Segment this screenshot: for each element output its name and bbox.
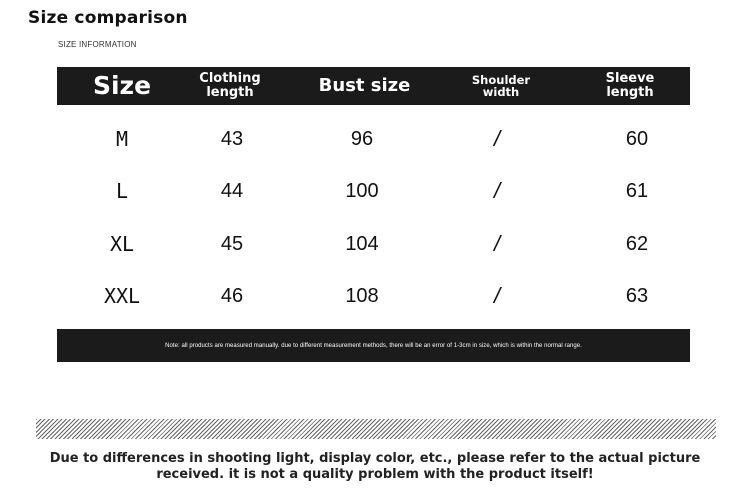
cell-sleeve-length: 60 <box>625 127 649 150</box>
table-row <box>57 165 690 217</box>
cell-clothing-length: 46 <box>220 284 244 307</box>
header-sleeve-length-line1: Sleeve <box>605 71 655 87</box>
table-row <box>57 218 690 270</box>
cell-bust-size: 96 <box>350 127 374 150</box>
table-row <box>57 270 690 322</box>
hatched-divider <box>36 419 716 439</box>
header-clothing-length <box>189 67 271 105</box>
header-clothing-length-line2: length <box>206 85 254 100</box>
size-table-header <box>57 67 690 105</box>
measurement-note: Note: all products are measured manually. due to different measurement methods, there will be an error of 1-3cm in size, which is within the normal range. <box>165 342 582 349</box>
page-subtitle: SIZE INFORMATION <box>58 40 137 49</box>
cell-shoulder-width: / <box>493 231 501 256</box>
header-sleeve-length-line2: length <box>606 85 654 100</box>
cell-bust-size: 104 <box>345 232 379 255</box>
cell-clothing-length: 44 <box>220 179 244 202</box>
cell-shoulder-width: / <box>493 178 501 203</box>
cell-size: M <box>115 127 129 151</box>
cell-sleeve-length: 61 <box>625 179 649 202</box>
cell-size: XXL <box>103 284 141 308</box>
disclaimer-line-2: received. it is not a quality problem with the product itself! <box>156 467 594 482</box>
size-table-body <box>57 105 690 327</box>
disclaimer-footer <box>10 451 740 483</box>
cell-size: XL <box>109 232 135 256</box>
cell-bust-size: 108 <box>345 284 379 307</box>
header-sleeve-length <box>590 67 670 105</box>
table-row <box>57 113 690 165</box>
measurement-note-bar <box>57 329 690 362</box>
cell-shoulder-width: / <box>493 126 501 151</box>
cell-size: L <box>115 179 129 203</box>
cell-shoulder-width: / <box>493 283 501 308</box>
cell-bust-size: 100 <box>345 179 379 202</box>
header-bust-size: Bust size <box>318 74 411 96</box>
cell-sleeve-length: 62 <box>625 232 649 255</box>
disclaimer-line-1: Due to differences in shooting light, display color, etc., please refer to the actual picture <box>49 451 701 466</box>
header-size: Size <box>92 70 152 100</box>
cell-clothing-length: 45 <box>220 232 244 255</box>
header-shoulder-width-line2: width <box>482 85 520 99</box>
cell-sleeve-length: 63 <box>625 284 649 307</box>
header-clothing-length-line1: Clothing <box>199 71 261 87</box>
header-shoulder-width-line1: Shoulder <box>471 72 531 87</box>
page-title: Size comparison <box>28 8 188 28</box>
header-shoulder-width <box>465 67 537 105</box>
cell-clothing-length: 43 <box>220 127 244 150</box>
